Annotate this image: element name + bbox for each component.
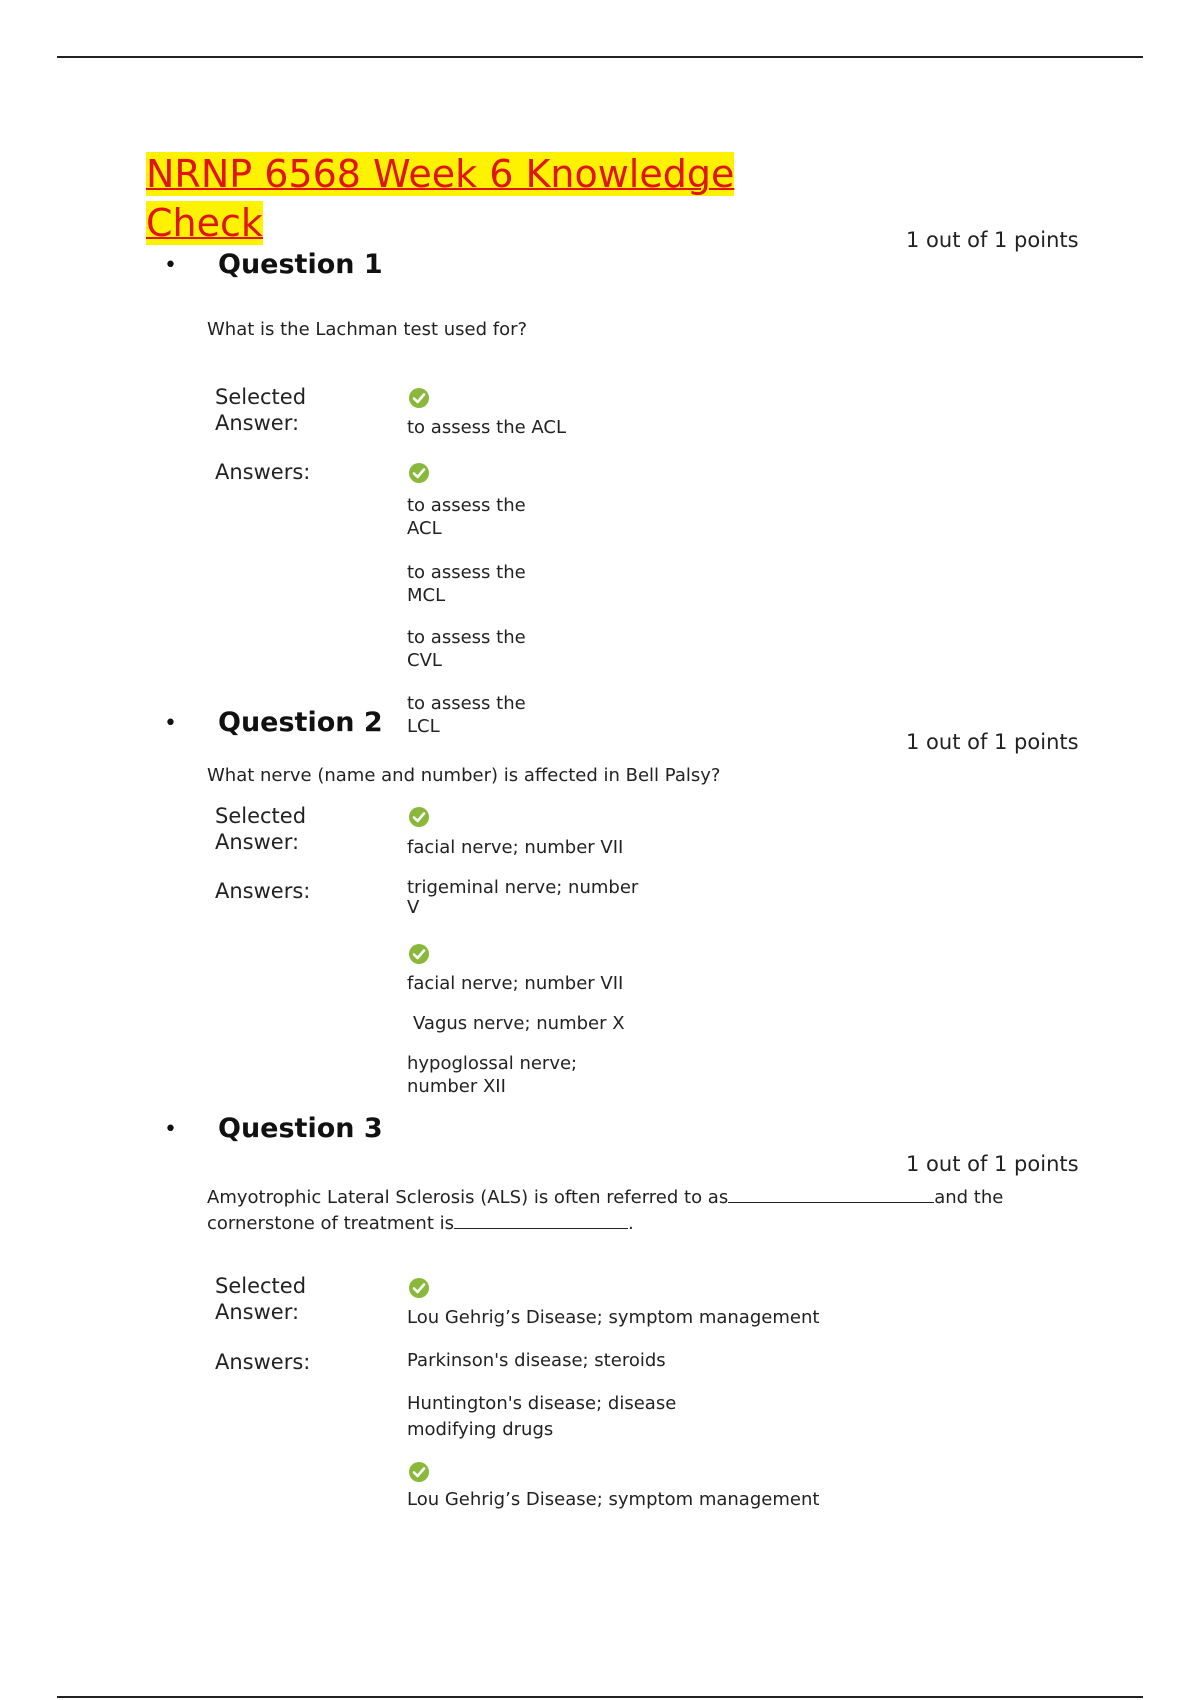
selected-label-line-1: Selected: [215, 1274, 307, 1298]
answer-line: trigeminal nerve; number: [407, 877, 639, 898]
answer-line: MCL: [407, 585, 446, 606]
question-1-answers-label: Answers:: [215, 460, 311, 484]
question-2-answer-1: [407, 878, 638, 918]
question-1-bullet: •: [164, 253, 177, 278]
question-2-answer-2: facial nerve; number VII: [407, 973, 624, 994]
answer-line: to assess the: [407, 693, 526, 714]
question-1-answer-4: [407, 692, 526, 738]
question-text-part: .: [628, 1213, 634, 1234]
question-1-answer-3: [407, 626, 526, 672]
fill-in-blank-2: [454, 1210, 628, 1229]
answer-line: Huntington's disease; disease: [407, 1393, 677, 1414]
answer-line: V: [407, 897, 420, 918]
question-2-answers-label: Answers:: [215, 879, 311, 903]
question-2-selected-answer: facial nerve; number VII: [407, 837, 624, 858]
question-2-bullet: •: [164, 711, 177, 736]
title-line-1: NRNP 6568 Week 6 Knowledge: [146, 152, 735, 196]
document-title: [146, 150, 766, 248]
selected-label-line-1: Selected: [215, 385, 307, 409]
question-1-text: What is the Lachman test used for?: [207, 319, 528, 340]
question-2-answer-3: Vagus nerve; number X: [413, 1013, 625, 1034]
question-3-answer-2: [407, 1391, 676, 1443]
header-rule: [57, 56, 1143, 58]
question-2-answer-2-check-icon: [408, 943, 430, 965]
title-line-2: Check: [146, 201, 263, 245]
question-3-answer-3: Lou Gehrig’s Disease; symptom management: [407, 1489, 820, 1510]
question-2-points: 1 out of 1 points: [906, 730, 1079, 754]
answer-line: to assess the: [407, 562, 526, 583]
question-3-answer-1: Parkinson's disease; steroids: [407, 1350, 666, 1371]
answer-line: to assess the: [407, 627, 526, 648]
question-1-selected-answer: to assess the ACL: [407, 417, 566, 438]
question-2-text: What nerve (name and number) is affected in Bell Palsy?: [207, 765, 721, 786]
question-text-part: and the: [934, 1187, 1004, 1208]
fill-in-blank-1: [728, 1184, 934, 1203]
answer-line: to assess the: [407, 495, 526, 516]
answer-line: LCL: [407, 716, 440, 737]
question-1-answer-1-check-icon: [408, 462, 430, 484]
question-3-selected-answer: Lou Gehrig’s Disease; symptom management: [407, 1307, 820, 1328]
selected-label-line-1: Selected: [215, 804, 307, 828]
question-3-text: [207, 1184, 1087, 1236]
selected-label-line-2: Answer:: [215, 1300, 300, 1324]
question-2-heading: Question 2: [218, 707, 383, 738]
question-2-selected-check-icon: [408, 806, 430, 828]
question-1-answer-2: [407, 561, 526, 607]
answer-line: ACL: [407, 518, 442, 539]
question-1-selected-check-icon: [408, 387, 430, 409]
selected-label-line-2: Answer:: [215, 411, 300, 435]
question-1-answer-1: [407, 494, 526, 540]
question-2-answer-4: [407, 1052, 577, 1098]
question-1-points: 1 out of 1 points: [906, 228, 1079, 252]
answer-line: CVL: [407, 650, 442, 671]
question-3-answers-label: Answers:: [215, 1350, 311, 1374]
question-3-selected-label: [215, 1273, 306, 1325]
question-text-part: cornerstone of treatment is: [207, 1213, 454, 1234]
question-text-part: Amyotrophic Lateral Sclerosis (ALS) is often referred to as: [207, 1187, 729, 1208]
footer-rule: [57, 1696, 1143, 1698]
question-1-heading: Question 1: [218, 249, 383, 280]
selected-label-line-2: Answer:: [215, 830, 300, 854]
question-3-heading: Question 3: [218, 1113, 383, 1144]
question-3-points: 1 out of 1 points: [906, 1152, 1079, 1176]
answer-line: hypoglossal nerve;: [407, 1053, 578, 1074]
question-3-bullet: •: [164, 1117, 177, 1142]
question-3-selected-check-icon: [408, 1277, 430, 1299]
question-2-selected-label: [215, 803, 306, 855]
question-1-selected-label: [215, 384, 306, 436]
answer-line: modifying drugs: [407, 1419, 554, 1440]
question-3-answer-3-check-icon: [408, 1461, 430, 1483]
answer-line: number XII: [407, 1076, 506, 1097]
